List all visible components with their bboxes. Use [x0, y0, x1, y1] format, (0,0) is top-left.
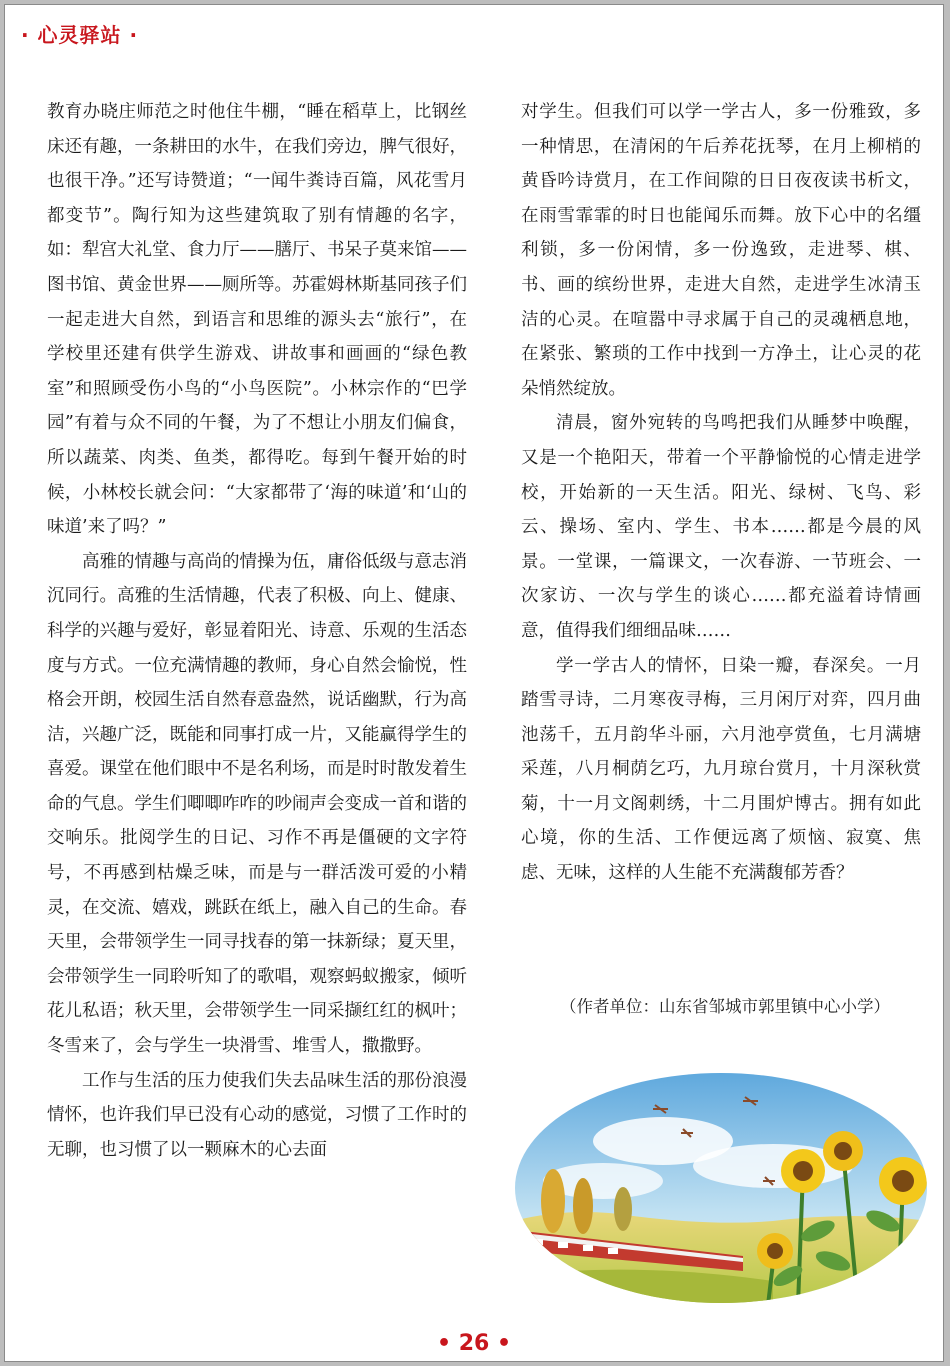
- paragraph: 清晨，窗外宛转的鸟鸣把我们从睡梦中唤醒，又是一个艳阳天，带着一个平静愉悦的心情走进学校，开始新的一天生活。阳光、绿树、飞鸟、彩云、操场、室内、学生、书本……都是今晨的风景。一堂课，一篇课文，一次春游、一节班会、一次家访、一次与学生的谈心……都充溢着诗情画意，值得我们细细品味……: [521, 413, 921, 641]
- left-column: [47, 95, 467, 1167]
- magazine-page: [4, 4, 944, 1362]
- section-title: · 心灵驿站 ·: [21, 23, 139, 47]
- page-number: • 26 •: [436, 1331, 512, 1356]
- train-sunflower-illustration: [513, 1071, 929, 1305]
- paragraph: 教育办晓庄师范之时他住牛棚，“睡在稻草上，比钢丝床还有趣，一条耕田的水牛，在我们旁边，脾气很好，也很干净。”还写诗赞道；“一闻牛粪诗百篇，风花雪月都变节”。陶行知为这些建筑取了别有情趣的名字，如：犁宫大礼堂、食力厅——膳厅、书呆子莫来馆——图书馆、黄金世界——厕所等。苏霍姆林斯基同孩子们一起走进大自然，到语言和思维的源头去“旅行”，在学校里还建有供学生游戏、讲故事和画画的“绿色教室”和照顾受伤小鸟的“小鸟医院”。小林宗作的“巴学园”有着与众不同的午餐，为了不想让小朋友们偏食，所以蔬菜、肉类、鱼类，都得吃。每到午餐开始的时候，小林校长就会问：“大家都带了‘海的味道’和‘山的味道’来了吗？”: [47, 102, 467, 538]
- paragraph: 高雅的情趣与高尚的情操为伍，庸俗低级与意志消沉同行。高雅的生活情趣，代表了积极、向上、健康、科学的兴趣与爱好，彰显着阳光、诗意、乐观的生活态度与方式。一位充满情趣的教师，身心自然会愉悦，性格会开朗，校园生活自然春意盎然，说话幽默，行为高洁，兴趣广泛，既能和同事打成一片，又能赢得学生的喜爱。课堂在他们眼中不是名利场，而是时时散发着生命的气息。学生们唧唧咋咋的吵闹声会变成一首和谐的交响乐。批阅学生的日记、习作不再是僵硬的文字符号，不再感到枯燥乏味，而是与一群活泼可爱的小精灵，在交流、嬉戏，跳跃在纸上，融入自己的生命。春天里，会带领学生一同寻找春的第一抹新绿；夏天里，会带领学生一同聆听知了的歌唱，观察蚂蚁搬家，倾听花儿私语；秋天里，会带领学生一同采撷红红的枫叶；冬雪来了，会与学生一块滑雪、堆雪人，撒撒野。: [47, 551, 467, 1057]
- right-column: [521, 95, 921, 891]
- paragraph: 工作与生活的压力使我们失去品味生活的那份浪漫情怀，也许我们早已没有心动的感觉，习惯了工作时的无聊，也习惯了以一颗麻木的心去面: [47, 1070, 467, 1160]
- paragraph: 学一学古人的情怀，日染一瓣，春深矣。一月踏雪寻诗，二月寒夜寻梅，三月闲厅对弈，四月曲池荡千，五月韵华斗丽，六月池亭赏鱼，七月满塘采莲，八月桐荫乞巧，九月琼台赏月，十月深秋赏菊，十一月文阁刺绣，十二月围炉博古。拥有如此心境，你的生活、工作便远离了烦恼、寂寞、焦虑、无味，这样的人生能不充满馥郁芳香？: [521, 655, 921, 884]
- paragraph: 对学生。但我们可以学一学古人，多一份雅致，多一种情思，在清闲的午后养花抚琴，在月上柳梢的黄昏吟诗赏月，在工作间隙的日日夜夜读书析文，在雨雪霏霏的时日也能闻乐而舞。放下心中的名缰利锁，多一份闲情，多一份逸致，走进琴、棋、书、画的缤纷世界，走进大自然，走进学生冰清玉洁的心灵。在喧嚣中寻求属于自己的灵魂栖息地，在紧张、繁琐的工作中找到一方净土，让心灵的花朵悄然绽放。: [521, 102, 921, 399]
- author-affiliation: （作者单位：山东省邹城市郭里镇中心小学）: [560, 997, 890, 1016]
